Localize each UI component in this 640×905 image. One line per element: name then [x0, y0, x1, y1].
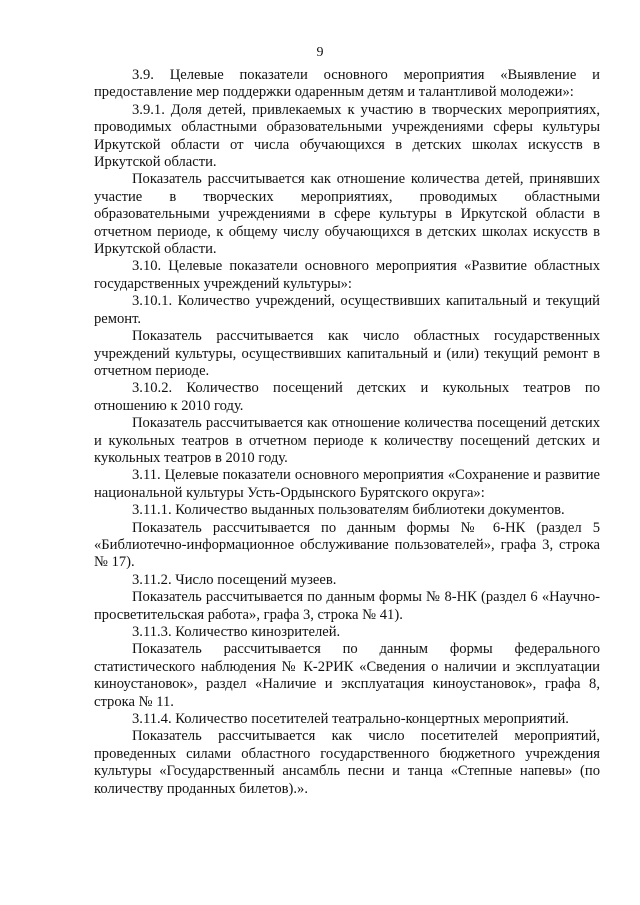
paragraph-3-9-1: 3.9.1. Доля детей, привлекаемых к участию в творческих мероприятиях, проводимых областными образовательными учреждениями сферы культуры Иркутской области от числа обучающихся в детских школах искусств в Иркутской области. — [94, 101, 600, 171]
page-number: 9 — [316, 45, 324, 60]
paragraph-3-10: 3.10. Целевые показатели основного мероприятия «Развитие областных государственных учреждений культуры»: — [94, 258, 600, 292]
document-body — [94, 67, 600, 798]
paragraph-3-10-1-calculation: Показатель рассчитывается как число областных государственных учреждений культуры, осуществивших капитальный и (или) текущий ремонт в отчетном периоде. — [94, 328, 600, 379]
paragraph-3-11-2-calculation: Показатель рассчитывается по данным формы № 8-НК (раздел 6 «Научно-просветительская работа», графа 3, строка № 41). — [94, 589, 600, 623]
paragraph-3-11-4-calculation: Показатель рассчитывается как число посетителей мероприятий, проведенных силами областного государственного бюджетного учреждения культуры «Государственный ансамбль песни и танца «Степные напевы» (по количеству проданных билетов).». — [94, 728, 600, 797]
paragraph-3-10-2-calculation: Показатель рассчитывается как отношение количества посещений детских и кукольных театров в отчетном периоде к количеству посещений детских и кукольных театров в 2010 году. — [94, 415, 600, 466]
paragraph-3-9: 3.9. Целевые показатели основного мероприятия «Выявление и предоставление мер поддержки одаренным детям и талантливой молодежи»: — [94, 67, 600, 101]
paragraph-3-11-1-calculation: Показатель рассчитывается по данным формы № 6-НК (раздел 5 «Библиотечно-информационное обслуживание пользователей», графа 3, строка № 17). — [94, 519, 600, 571]
paragraph-3-9-1-calculation: Показатель рассчитывается как отношение количества детей, принявших участие в творческих мероприятиях, проводимых областными образовательными учреждениями в сфере культуры в Иркутской области в отчетном периоде, к общему числу обучающихся в детских школах искусств в Иркутской области. — [94, 171, 600, 258]
paragraph-3-11: 3.11. Целевые показатели основного мероприятия «Сохранение и развитие национальной культуры Усть-Ордынского Бурятского округа»: — [94, 467, 600, 501]
paragraph-3-10-1: 3.10.1. Количество учреждений, осуществивших капитальный и текущий ремонт. — [94, 293, 600, 327]
paragraph-3-10-2: 3.10.2. Количество посещений детских и кукольных театров по отношению к 2010 году. — [94, 380, 600, 414]
paragraph-3-11-3: 3.11.3. Количество кинозрителей. — [132, 624, 341, 640]
paragraph-3-11-2: 3.11.2. Число посещений музеев. — [132, 571, 337, 588]
paragraph-3-11-3-calculation: Показатель рассчитывается по данным формы федерального статистического наблюдения № К-2РИК «Сведения о наличии и эксплуатации киноустановок», раздел «Наличие и эксплуатация киноустановок», графа 8, строка № 11. — [94, 641, 600, 710]
paragraph-3-11-4: 3.11.4. Количество посетителей театрально-концертных мероприятий. — [132, 711, 569, 728]
paragraph-3-11-1: 3.11.1. Количество выданных пользователям библиотеки документов. — [132, 502, 565, 519]
